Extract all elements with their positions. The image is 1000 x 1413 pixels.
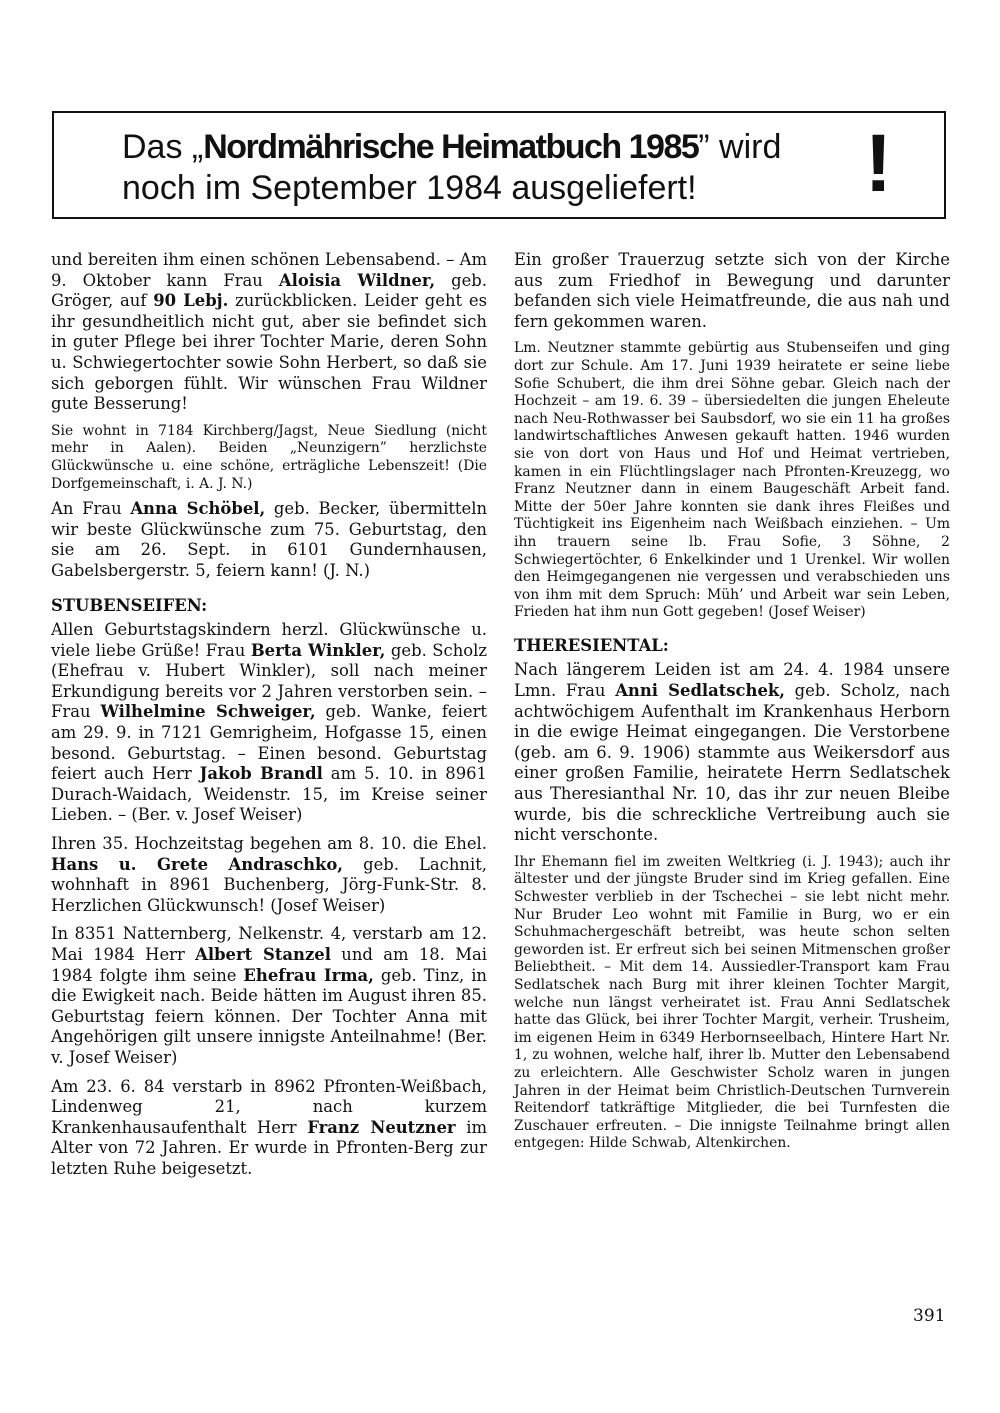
bold-name: 90 Lebj. [153,291,229,311]
text-segment: und bereiten ihm einen schönen Lebensabend. – Am 9. Oktober kann Frau [51,250,487,290]
banner-line2: noch im September 1984 ausgeliefert! [122,169,697,207]
text-segment: Sie wohnt in 7184 Kirchberg/Jagst, Neue Siedlung (nicht mehr in Aalen). Beiden „Neunzigern” herzlichste Glückwünsche u. eine schöne, erträgliche Lebenszeit! (Die Dorfgemeinschaft, i. A. J. N.) [51,422,487,492]
paragraph [51,423,487,493]
exclamation-mark: ! [864,118,892,209]
text-segment: geb. Wanke, feiert am 29. 9. in 7121 Gemrigheim, Hofgasse 15, einen besond. Geburtstag. – Einen besond. Geburtstag feiert auch Herr [51,702,487,784]
text-segment: und am 18. Mai 1984 folgte ihm seine [51,945,488,985]
text-segment: Nach längerem Leiden ist am 24. 4. 1984 unsere Lmn. Frau [514,660,950,701]
paragraph [51,1077,487,1180]
text-segment: Ihr Ehemann fiel im zweiten Weltkrieg (i. J. 1943); auch ihr ältester und der jüngste Bruder sind im Krieg gefallen. Eine Schwester verblieb in der Tschechei – sie lebt nicht mehr. Nur Bruder Leo wohnt mit Familie in Burg, wo er ein Schuhmachergeschäft betreibt, was heute schon selten geworden ist. Er erfreut sich bei seinen Mitmenschen großer Beliebtheit. – Mit dem 14. Aussiedler-Transport kam Frau Sedlatschek nach Burg mit ihrer kleinen Tochter Margit, welche nun längst verheiratet ist. Frau Anni Sedlatschek hatte das Glück, bei ihrer Tochter Margit, verheir. Trusheim, im eigenen Heim in 6349 Herbornseelbach, Hintere Hart Nr. 1, zu wohnen, welche half, ihrer lb. Mutter den Lebensabend zu erleichtern. Alle Geschwister Scholz waren in jungen Jahren in der Heimat beim Christlich-Deutschen Turnverein Reitendorf tatkräftige Mitglieder, die bei Turnfesten die Zuschauer erfreuten. – Die innigste Teilnahme bringt allen entgegen: Hilde Schwab, Altenkirchen. [514,853,950,1152]
paragraph [514,250,950,332]
paragraph [51,834,487,916]
page-number: 391 [913,1306,946,1326]
banner-title [122,127,781,209]
bold-name: Anni Sedlatschek, [615,681,785,701]
text-segment: im Alter von 72 Jahren. Er wurde in Pfronten-Berg zur letzten Ruhe beigesetzt. [51,1117,487,1178]
bold-name: Aloisia Wildner, [278,270,436,290]
left-column [51,250,487,1188]
text-segment: geb. Gröger, auf [51,270,487,311]
text-segment: Am 23. 6. 84 verstarb in 8962 Pfronten-Weißbach, Lindenweg 21, nach kurzem Krankenhausaufenthalt Herr [51,1076,487,1137]
bold-name: Albert Stanzel [195,945,331,964]
right-column [514,250,950,1159]
bold-name: Jakob Brandl [199,764,323,784]
text-segment: THERESIENTAL: [514,635,669,655]
text-segment: geb. Becker, übermitteln wir beste Glückwünsche zum 75. Geburtstag, den sie am 26. Sept. in 6101 Gundernhausen, Gabelsbergerstr. 5, feiern kann! (J. N.) [51,499,487,580]
bold-name: Franz Neutzner [307,1117,456,1137]
text-segment: geb. Scholz, nach achtwöchigem Aufenthalt im Krankenhaus Herborn in die ewige Heimat eingegangen. Die Verstorbene (geb. am 6. 9. 1906) stammte aus Weikersdorf aus einer großen Familie, heiratete Herrn Sedlatschek aus Theresianthal Nr. 10, das ihr zur neuen Bleibe wurde, bis die schreckliche Vertreibung auch sie nicht verschonte. [514,681,951,845]
text-segment: geb. Lachnit, wohnhaft in 8961 Buchenberg, Jörg-Funk-Str. 8. Herzlichen Glückwunsch! (Josef Weiser) [51,854,487,915]
banner-book-title: Nordmährische Heimatbuch 1985 [203,128,699,166]
text-segment: Allen Geburtstagskindern herzl. Glückwünsche u. viele liebe Grüße! Frau [51,620,487,660]
paragraph [51,250,487,415]
banner-line1-pre: Das „ [122,128,204,166]
bold-name: Anna Schöbel, [130,499,266,519]
text-segment: STUBENSEIFEN: [51,595,208,615]
text-segment: geb. Scholz (Ehefrau v. Hubert Winkler), soll nach meiner Erkundigung bereits vor 2 Jahren verstorben sein. – Frau [51,640,487,722]
banner-line1-post: ” wird [698,128,782,166]
paragraph [514,340,950,622]
text-segment: An Frau [51,499,131,519]
paragraph [514,854,950,1153]
section-heading [514,636,950,657]
text-segment: am 5. 10. in 8961 Durach-Waidach, Weidenstr. 15, im Kreise seiner Lieben. – (Ber. v. Josef Weiser) [51,764,487,825]
bold-name: Berta Winkler, [250,640,386,660]
section-heading [51,596,487,617]
announcement-banner [52,111,946,219]
paragraph [51,499,487,581]
text-segment: zurückblicken. Leider geht es ihr gesundheitlich nicht gut, aber sie befindet sich in guter Pflege bei ihrer Tochter Marie, deren Sohn u. Schwiegertochter sowie Sohn Herbert, so daß sie sich geborgen fühlt. Wir wünschen Frau Wildner gute Besserung! [51,291,487,414]
bold-name: Wilhelmine Schweiger, [100,702,316,722]
text-segment: Ihren 35. Hochzeitstag begehen am 8. 10. die Ehel. [51,834,487,854]
paragraph [51,620,487,826]
bold-name: Hans u. Grete Andraschko, [51,854,344,874]
text-segment: In 8351 Natternberg, Nelkenstr. 4, verstarb am 12. Mai 1984 Herr [51,924,487,964]
text-segment: Ein großer Trauerzug setzte sich von der Kirche aus zum Friedhof in Bewegung und darunter befanden sich viele Heimatfreunde, die aus nah und fern gekommen waren. [514,250,950,331]
paragraph [51,924,487,1068]
bold-name: Ehefrau Irma, [243,965,374,985]
text-segment: Lm. Neutzner stammte gebürtig aus Stubenseifen und ging dort zur Schule. Am 17. Juni 1939 heiratete er seine liebe Sofie Schubert, die ihm drei Söhne gebar. Gleich nach der Hochzeit – am 19. 6. 39 – übersiedelten die jungen Eheleute nach Neu-Rothwasser bei Saubsdorf, wo sie ein 11 ha großes landwirtschaftliches Anwesen gekauft hatten. 1946 wurden sie von dort von Haus und Hof und Heimat vertrieben, kamen in ein Flüchtlingslager nach Pfronten-Kreuzegg, wo Franz Neutzner dann in einem Baugeschäft Arbeit fand. Mitte der 50er Jahre konnten sie dank ihres Fleißes und Tüchtigkeit ins Eigenheim nach Weißbach einziehen. – Um ihn trauern seine lb. Frau Sofie, 3 Söhne, 2 Schwiegertöchter, 6 Enkelkinder und 1 Urenkel. Wir wollen den Heimgegangenen nie vergessen und verabschieden uns von ihm mit dem Spruch: Müh’ und Arbeit war sein Leben, Frieden hat ihm nun Gott gegeben! (Josef Weiser) [514,340,950,621]
text-segment: geb. Tinz, in die Ewigkeit nach. Beide hätten im August ihren 85. Geburtstag feiern können. Der Tochter Anna mit Angehörigen gilt unsere innigste Anteilnahme! (Ber. v. Josef Weiser) [51,965,487,1067]
paragraph [514,660,950,845]
